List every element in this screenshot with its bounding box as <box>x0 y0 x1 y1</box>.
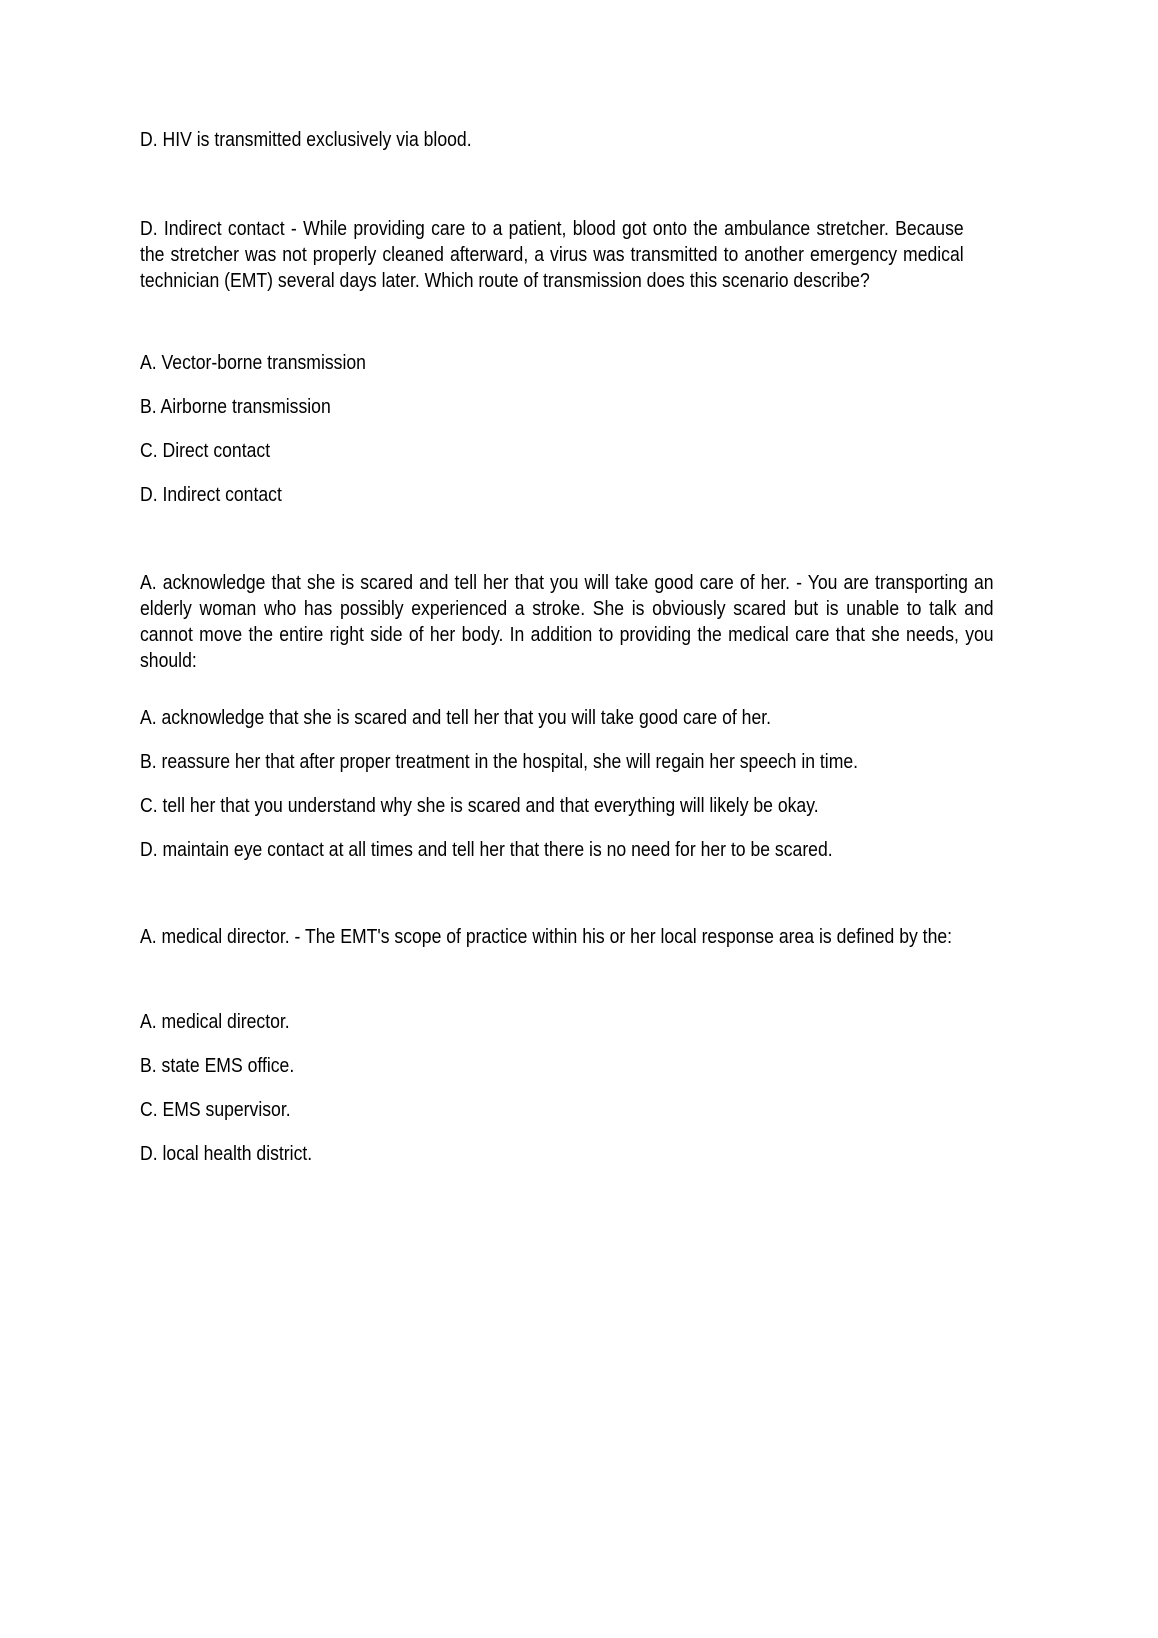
previous-answer-line: D. HIV is transmitted exclusively via blood. <box>140 129 472 151</box>
question-scope-of-practice: A. medical director. - The EMT's scope of practice within his or her local response area is defined by the: <box>140 926 953 948</box>
option-d: D. maintain eye contact at all times and tell her that there is no need for her to be scared. <box>140 839 833 861</box>
option-b: B. state EMS office. <box>140 1055 295 1077</box>
option-c: C. EMS supervisor. <box>140 1099 291 1121</box>
option-a: A. Vector-borne transmission <box>140 352 366 374</box>
question-indirect-contact: D. Indirect contact - While providing care to a patient, blood got onto the ambulance stretcher. Because the stretcher was not properly cleaned afterward, a virus was transmitted to another emergency medical technician (EMT) several days later. Which route of transmission does this scenario describe? <box>140 218 964 292</box>
option-c: C. Direct contact <box>140 440 271 462</box>
option-c: C. tell her that you understand why she is scared and that everything will likely be okay. <box>140 795 819 817</box>
option-b: B. Airborne transmission <box>140 396 331 418</box>
option-d: D. Indirect contact <box>140 484 282 506</box>
option-a: A. acknowledge that she is scared and tell her that you will take good care of her. <box>140 707 772 729</box>
option-b: B. reassure her that after proper treatment in the hospital, she will regain her speech in time. <box>140 751 859 773</box>
option-d: D. local health district. <box>140 1143 313 1165</box>
option-a: A. medical director. <box>140 1011 290 1033</box>
question-stroke-patient: A. acknowledge that she is scared and tell her that you will take good care of her. - You are transporting an elderly woman who has possibly experienced a stroke. She is obviously scared but is unable to talk and cannot move the entire right side of her body. In addition to providing the medical care that she needs, you should: <box>140 572 994 672</box>
